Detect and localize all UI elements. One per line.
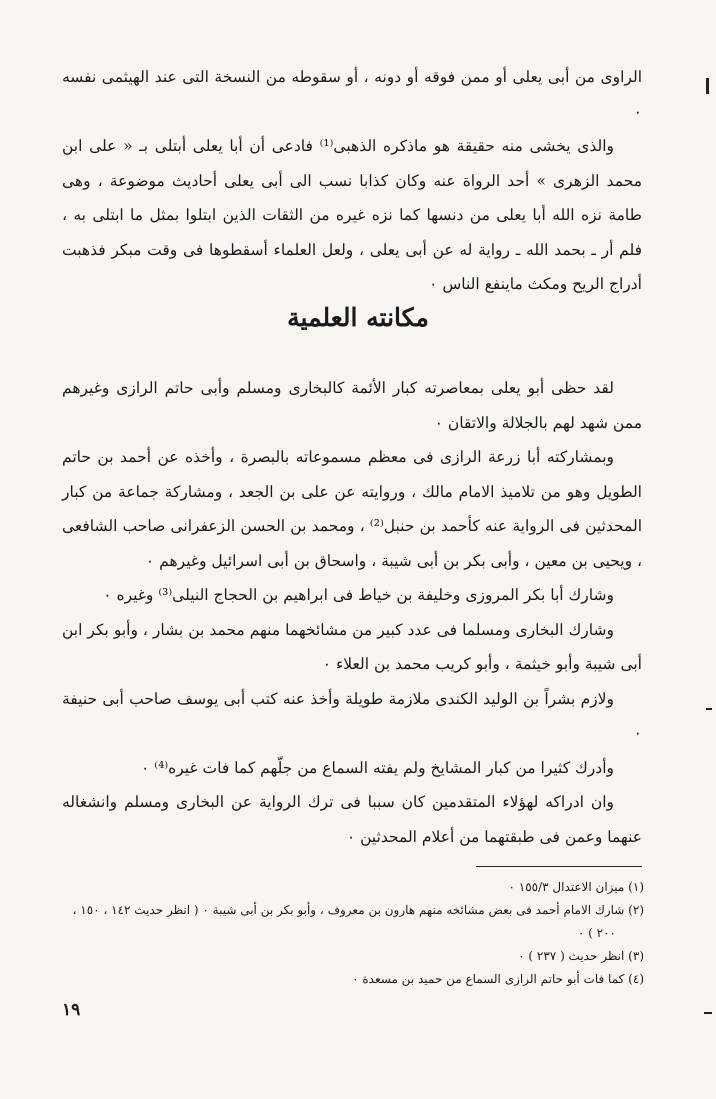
paragraph: لقد حظى أبو يعلى بمعاصرته كبار الأئمة كالبخارى ومسلم وأبى حاتم الرازى وغيرهم ممن شهد لهم بالجلالة والاتقان ٠ xyxy=(62,379,642,432)
paragraph: والذى يخشى منه حقيقة هو ماذكره الذهبى⁽¹⁾ فادعى أن أبا يعلى أبتلى بـ « على ابن محمد الزهرى » أحد الرواة عنه وكان كذابا نسب الى أبى يعلى أحاديث موضوعة ، وهى طامة نزه الله أبا يعلى من دنسها كما نزه غيره من الثقات الذين ابتلوا بمثل ما ابتلى به ، فلم أر ـ بحمد الله ـ رواية له عن أبى يعلى ، ولعل العلماء أسقطوها فى وقت مبكر فذهبت أدراج الريح ومكث ماينفع الناس ٠ xyxy=(62,137,642,293)
scan-edge-mark xyxy=(706,708,712,710)
footnote: (٢) شارك الامام أحمد فى بعض مشائخه منهم هارون بن معروف ، وأبو بكر بن أبى شيبة ٠ ( انظر حديث ١٤٢ ، ١٥٠ ، ٢٠٠ ) ٠ xyxy=(72,903,644,940)
footnotes xyxy=(62,876,644,991)
paragraph: ولازم بشراً بن الوليد الكندى ملازمة طويلة وأخذ عنه كتب أبى يوسف صاحب أبى حنيفة ٠ xyxy=(62,689,642,742)
paragraph: وبمشاركته أبا زرعة الرازى فى معظم مسموعاته بالبصرة ، وأخذه عن أحمد بن حاتم الطويل وهو من تلاميذ الامام مالك ، وروايته عن على بن الجعد ، ومشاركة جماعة من كبار المحدثين فى الرواية عنه كأحمد بن حنبل⁽²⁾ ، ومحمد بن الحسن الزعفرانى صاحب الشافعى ، ويحيى بن معين ، وأبى بكر بن أبى شيبة ، واسحاق بن أبى اسرائيل وغيرهم ٠ xyxy=(62,448,643,570)
footnote: (٤) كما فات أبو حاتم الرازى السماع من حميد بن مسعدة ٠ xyxy=(352,972,644,986)
footnote: (١) ميزان الاعتدال ١٥٥/٣ ٠ xyxy=(508,880,644,894)
paragraph: وان ادراكه لهؤلاء المتقدمين كان سببا فى ترك الرواية عن البخارى ومسلم وانشغاله عنهما وعمن فى طبقتهما من أعلام المحدثين ٠ xyxy=(62,793,642,846)
section-heading: مكانته العلمية xyxy=(287,303,429,332)
paragraph: وشارك البخارى ومسلما فى عدد كبير من مشائخهما منهم محمد بن بشار ، وأبو بكر ابن أبى شيبة وأبو خيثمة ، وأبو كريب محمد بن العلاء ٠ xyxy=(62,620,642,673)
page-number: ١٩ xyxy=(62,1000,81,1020)
scan-edge-mark xyxy=(704,1012,712,1014)
footnote-divider xyxy=(476,866,642,867)
scan-edge-mark xyxy=(706,78,709,94)
paragraph: وشارك أبا بكر المروزى وخليفة بن خياط فى ابراهيم بن الحجاج النيلى⁽³⁾ وغيره ٠ xyxy=(103,586,614,604)
top-text-block xyxy=(62,60,642,302)
footnote: (٣) انظر حديث ( ٢٣٧ ) ٠ xyxy=(518,949,644,963)
main-text-block xyxy=(62,371,642,854)
paragraph: وأدرك كثيرا من كبار المشايخ ولم يفته السماع من جلّهم كما فات غيره⁽⁴⁾ ٠ xyxy=(141,758,614,777)
paragraph: الراوى من أبى يعلى أو ممن فوقه أو دونه ، أو سقوطه من النسخة التى عند الهيثمى نفسه ٠ xyxy=(62,68,642,121)
